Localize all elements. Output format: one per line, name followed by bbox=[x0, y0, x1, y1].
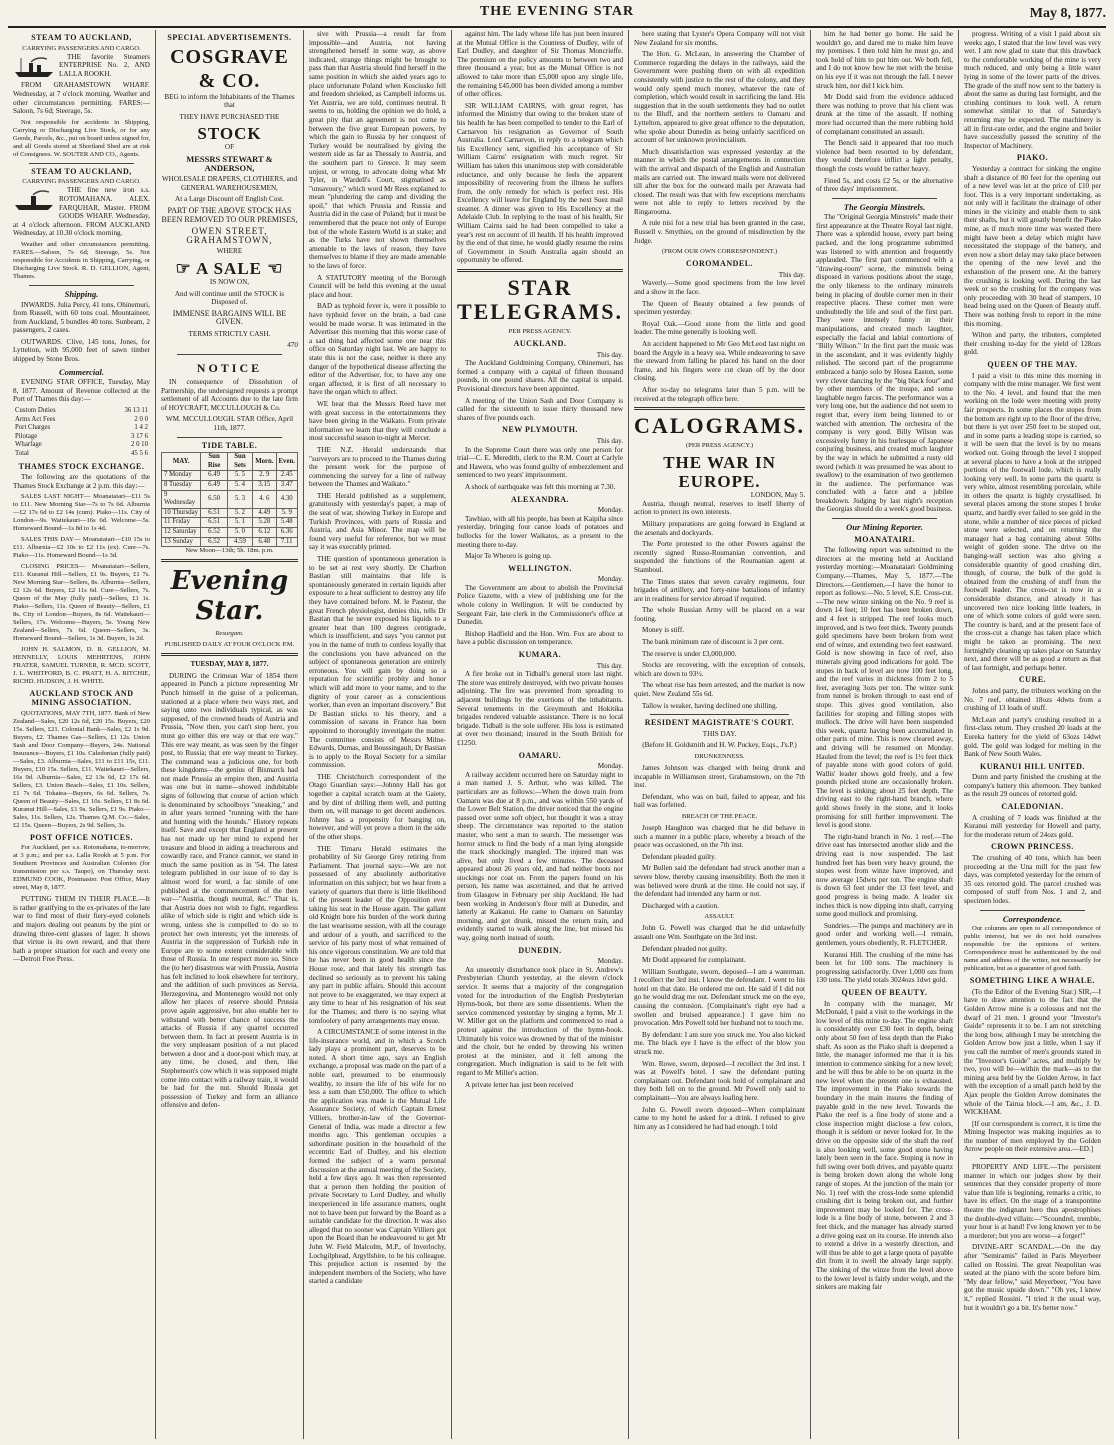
revenue-amount: 2 0 0 bbox=[134, 415, 148, 423]
telegram-text: An unseemly disturbance took place in St. Andrew's Presbyterian Church yesterday, at the eleven o'clock service. It seems that a majority of the congregation voted for the introduction of the English Presbyterian Hymn-book, but there are some dissentients. When the service commenced yesterday by singing a hymn, Mr J. W. Miller got on the platform and commenced to read a protest against the introduction of the hymn-book. Ultimately his voice was drowned by that of the minister and the choir, but he ended by throwing his written protest at the minister, and it fell among the congregation. Much indignation is said to be felt with regard to Mr Miller's action. bbox=[456, 965, 624, 1077]
court-text: Defendant pleaded guilty. bbox=[642, 852, 717, 861]
ad-text: OWEN STREET, GRAHAMSTOWN, bbox=[186, 226, 273, 245]
case-heading: BREACH OF THE PEACE. bbox=[681, 812, 758, 820]
letter-text: (To the Editor of the Evening Star.) SIR,—I have to draw attention to the fact that the Golden Arrow mine is a colossus and not the dwarf of 21 men. I ground your "Investor's Guide" represents it to be. I am not stretching the long bow, although I may be stretching the Golden Arrow bow just a little, when I say if you call the number of men's grounds stated in the "Investor's Guide" acres, and multiply by two, you will be—within the mark—as to the mining area held by the Golden Arrow, in fact with the exception of a small patch held by the Ajax people the Golden Arrow dominates the whole of the Tairua block.—I am, &c., J. D. WICKHAM. bbox=[963, 987, 1101, 1117]
tide-cell: 6.36 bbox=[276, 527, 297, 537]
case-heading: DRUNKENNESS. bbox=[694, 753, 745, 760]
revenue-row bbox=[13, 416, 150, 425]
letter-heading: SOMETHING LIKE A WHALE. bbox=[969, 976, 1096, 986]
court-bench: (Before H. Goldsmith and H. W. Puckey, Esqs., J's.P.) bbox=[642, 741, 797, 750]
mining-report: Wilton and party, the tributers, completed their crushing to-day for the yield of 128ozs gold. bbox=[963, 331, 1101, 357]
telegram-text: A railway accident occurred here on Saturday night to a man named J. S. Arthur, who was killed. The particulars are as follows:—When the down train from Oamaru was due at 8 p.m., and was within 550 yards of the Lower Belt Station, the driver noticed that the engine passed over some soft object, but thought it was a stray sheep. The circumstance was reported to the station master, who sent a man to search. The messenger was horror struck to find the body of a man lying alongside the track shockingly mangled. The injured man was alive, but only lived a few minutes. The deceased appeared about 26 years old, and had neither boots nor stockings nor coat on. From the papers found on his person, his name was ascertained, and that he arrived from Glasgow in February per ship Auckland. He had been working in Anderson's flour mill at Dunedin, and latterly at Kakanui. He came to Oamaru on Saturday morning, and got drunk, missed the return train, and evidently started to walk along the line, but missed his way, going north instead of south. bbox=[456, 770, 624, 943]
tide-cell: 3.47 bbox=[276, 481, 297, 491]
section-heading: POST OFFICE NOTICES. bbox=[30, 832, 133, 842]
mining-report: The following report was submitted to the directors at the meeting held at Auckland yesterday morning:—Moanataiari Goldmining Company.—Thames, May 5, 1877.—The Directors.—Gentlemen,—I have the honor to report as follows:—No. 5 level, S.E. Cross-cut.—The new winze sinking on the No. 9 reef is down 14 feet; 10 feet has been broken down, and 4 feet is stripped. The reef looks much improved, and is two feet thick. Twenty pounds gold specimens have been broken from west end of winze, and extending two feet eastward. Gold is now showing in face of reef, also minerals giving good indications for gold. The stopes in back of level are now 100 feet long, and the reef varies in thickness from 2 to 5 feet, averaging 3ozs per ton. The winze sunk from tunnel is broken through to east end of stope. This gives good ventilation, also facilities for stoping and filling stopes with mullock. The drive will have been suspended this week, quartz having been accumulated in other parts of mine. This is now cleared away, and driving will be resumed on Monday. Hauled from the level; the reef is 1½ feet thick of payable stone with good colors of gold. Wallis' leader shows gold freely, and a few pounds picked stone are occasionally broken. The level is sinking; about 25 feet depth. The driving east to the right-hand branch, where gold shows freely in the stone, and it looks promising for still further improvement. The level is good stone. bbox=[816, 546, 953, 830]
article-text: CLOSING PRICES— Moanataiari—Sellers, £11. Kuranui Hill—Sellers, £1 9s. Buyers, £1 7s. New Morning Star—Sellers, 8s. Alburnia—Sellers, £2 12s 6d. Buyers, £2 11s 6d. Cure—Sellers, 7s. Queen of the May (fully paid)—Sellers, £1 1s. Piako—Sellers, 11s. Queen of Beauty—Sellers, £1 8s. City of London—Buyers, 8s 6d. Waitekauri—Sellers, 17s. Welcome—Buyers, 5s. Young New Zealand—Sellers, 7s 6d. Queen—Sellers, 3s. Homeward Bound—Sellers, 1s 3d. Buyers, 1s 2d. bbox=[13, 563, 150, 643]
ad-text: At a Large Discount off English Cost. bbox=[175, 195, 284, 204]
divider bbox=[177, 354, 282, 355]
correspondence-note: Our columns are open to all correspondence of public interest, but we do not hold ourselves responsible for the opinions of writers. Correspondence must be authenticated by the real name and address of the writer, not necessarily for publication, but as a guarantee of good faith. bbox=[963, 925, 1101, 973]
divider bbox=[457, 269, 623, 272]
dateline-day: This day. bbox=[778, 270, 805, 279]
case-heading: ASSAULT. bbox=[704, 913, 735, 921]
sale-label: A SALE bbox=[196, 258, 262, 278]
revenue-item: Total bbox=[15, 450, 29, 457]
revenue-table bbox=[13, 407, 150, 459]
telegram-text: The Hon. G. McLean, in answering the Chamber of Commerce regarding the delays in the railways, said the Government were pushing them on with all expedition consistently with justice to the rest of the colony, and they would only spend much money, whatever the rate of completion, which would result in sacrificing the land. His suggestion that in the south settlements they had no outlet to the Bluff, and the northern settlers to Oamaru and Lyttelton, appeared to give great offence to the deputation, who spoke about Dunedin as being unfairly sacrificed on account of her unknown provincialism. bbox=[634, 50, 805, 145]
dateline: ALEXANDRA. bbox=[510, 494, 570, 504]
steamer-icon bbox=[13, 188, 55, 212]
tide-row bbox=[161, 490, 297, 508]
divider bbox=[832, 198, 937, 199]
section-heading: The Georgia Minstrels. bbox=[843, 201, 926, 212]
revenue-row bbox=[13, 433, 150, 442]
newspaper-flag: Evening Star. bbox=[170, 566, 289, 627]
tide-cell: 11 Friday bbox=[161, 518, 201, 528]
ad-text: THEY HAVE PURCHASED THE bbox=[179, 112, 280, 121]
telegram-text: Tawhiao, with all his people, has been at Kaipiha since yesterday, bringing four canoe loads of potatoes and bullocks for the lower Waikatos, as a present to the meeting there to-day. bbox=[456, 514, 624, 549]
court-text: Discharged with a caution. bbox=[642, 901, 719, 910]
ad-text: FROM GRAHAMSTOWN WHARF. Wednesday, at 7 o'clock morning. Weather and other circumstances permitting. FARES:—Saloon, 7s 6d; Steerage, 5s. bbox=[13, 81, 150, 116]
court-text: Joseph Haughton was charged that he did behave in such a manner in a public place, whereby a breach of the peace was occasioned, on the 7th inst. bbox=[634, 823, 805, 850]
mining-report: I paid a visit to this mine this morning in company with the mine manager. We first went to the No. 4 level, and found that the men working on the lode were meeting with pretty fair prospects. In some places the stopes from the bottom are right up to the floor of the drive, but there is yet over 250 feet to be stoped out, and in some parts a leading stope is carried, so it will be seen that the level is by no means worked out. Going through the level I stopped at several places to have a look at the stripped portions of the footwall lode, which is really looking very well. In some parts the quartz is very white, almost resembling porcelain, while in others the quartz is highly crystallised. In several places among the stone stopes I broke quartz, and hardly ever failed to see gold in the stone, while a number of nice pieces of picked stone were selected, and on returning the manager had a bag containing about 50lbs weight of golden stone. The drive on the hanging-wall section was also giving a considerable quantity of good crushing dirt, though, of course, the bulk of the gold is obtained from the crushing of stuff from the footwall leader. The cross-cut is now in a considerable distance, and already it has uncovered two nice looking little leaders, in one of which some colors of gold were seen. The country is hard, and at the present face of the cross-cut a change has taken place which might be taken as promising. The next fortnightly cleaning up takes place on Saturday next, and there will be as good a return as that of last fortnight, and perhaps better. bbox=[963, 371, 1101, 672]
telegram-text: A rule nisi for a new trial has been granted in the case, Russell v. Smythies, on the ground of misdirection by the Judge. bbox=[634, 219, 805, 245]
column-1 bbox=[8, 30, 156, 1439]
divider bbox=[29, 285, 134, 286]
agency-note: (PER PRESS AGENCY.) bbox=[685, 442, 754, 450]
cable-text: The whole Russian Army will be placed on a war footing. bbox=[634, 606, 805, 623]
news-paragraph: THE N.Z. Herald understands that "surveyors are to proceed to the Thames during the present week for the purpose of commencing the survey for a line of railway between the Thames and Waikato." bbox=[308, 445, 446, 489]
tide-cell: 5. 3 bbox=[227, 490, 253, 508]
tide-cell: 6.12 bbox=[253, 527, 276, 537]
column-2 bbox=[156, 30, 304, 1439]
dateline-day: Monday. bbox=[597, 957, 624, 966]
ad-text: WHOLESALE DRAPERS, CLOTHIERS, and GENERAL WAREHOUSEMEN, bbox=[161, 175, 298, 192]
tide-cell: 6.52 bbox=[201, 527, 227, 537]
tide-row bbox=[161, 527, 297, 537]
mine-heading: CROWN PRINCESS. bbox=[991, 842, 1074, 852]
tide-column-header: Even. bbox=[276, 453, 297, 471]
ad-text: STOCK bbox=[197, 124, 262, 144]
article-text: For Auckland, per s.s. Rotomahana, to-morrow, at 3 p.m.; and per s.s. Lalla Rookh at 5 p.m. For Southern Provinces and Australian Colonies (for transmission per s.s. Taupo), on Thursday next. EDMUND COOK, Postmaster. Post Office, Mary street, May 8, 1877. bbox=[13, 844, 150, 892]
revenue-item: Port Charges bbox=[15, 424, 51, 432]
tide-column-header: MAY. bbox=[161, 453, 201, 471]
divider bbox=[980, 1158, 1085, 1159]
mine-heading: CURE. bbox=[1018, 675, 1047, 685]
news-paragraph: BAD as typhoid fever is, were it possible to have typhoid fever on the brain, a bad case would be made worse. It was intimated in the Advertiser this morning that this worse case of a sad thing had affected some one near this office on Saturday night last. We are happy to state this is not the case, neither is there any danger of the hypothetical disease affecting the editor of the Advertiser, for, to have any one organ affected, it is first of all necessary to have the organ which to affect. bbox=[308, 302, 446, 397]
cable-text: The wheat rise has been arrested, and the market is now quiet. New Zealand 55s 6d. bbox=[634, 681, 805, 699]
court-text: John G. Powell sworn deposed—When complainant came to my hotel he asked for a drink. I refused to give him any as I considered he had had enough. I told bbox=[634, 1105, 805, 1131]
moon-phase: New Moon—13th; 5h. 18m. p.m. bbox=[185, 547, 274, 555]
tide-row bbox=[161, 481, 297, 491]
cable-text: Money is stiff. bbox=[642, 626, 685, 635]
court-date: THIS DAY. bbox=[702, 729, 737, 738]
tide-cell: 4.59 bbox=[227, 537, 253, 547]
article-text: PUTTING THEM IN THEIR PLACE.—It is rather gratifying to the ex-privates of the late war to find most of their fiery-eyed colonels and majors dealing out peanuts by the pint or drawing three-cent glasses of lager. It shows that virtue is its own reward, and that there hath a proper situation for each and every one—Detroit Free Press. bbox=[13, 895, 150, 964]
tide-cell: 4.30 bbox=[276, 490, 297, 508]
ad-text: IMMENSE BARGAINS WILL BE GIVEN. bbox=[172, 308, 287, 327]
ad-text: PART OF THE ABOVE STOCK HAS BEEN REMOVED TO OUR PREMISES, bbox=[161, 205, 298, 224]
telegram-text: A fire broke out in Tidball's general store last night. The store was entirely destroyed, with two private houses adjoining. The fire was prevented from spreading to adjacent buildings by the exertions of the inhabitants. Several tenements in the Greymouth and Hokitika brigades rendered valuable assistance. There is no local brigade. Tidball is the sole sufferer. His loss is estimated at over two thousand; insured in the South British for £1250. bbox=[456, 670, 624, 747]
section-heading: AUCKLAND STOCK AND MINING ASSOCIATION. bbox=[29, 689, 134, 707]
telegram-text: After to-day no telegrams later than 5 p.m. will be received at the telegraph office here. bbox=[634, 385, 805, 403]
tide-column-header: Sun Rise bbox=[201, 453, 227, 471]
dateline-day: This day. bbox=[596, 350, 624, 359]
article-text: SALES LAST NIGHT— Moanataiari—£11 5s to £11. New Morning Star—7s to 7s 6d. Alburnia—£2 17s 6d to £2 14s (cum). Piako—11s. City of London—9s. Waitekauri—16s 6d. Welcome—5s. Homeward Bound—1s 8d to 1s 4d. bbox=[13, 493, 150, 533]
column-7 bbox=[959, 30, 1106, 1439]
steamer-icon bbox=[13, 55, 55, 79]
dateline: WELLINGTON. bbox=[508, 563, 572, 573]
ad-text: WM. MCCULLOUGH. STAR Office, April 11th, 1877. bbox=[165, 415, 294, 433]
court-text: Wm. Rowe, sworn, deposed—I recollect the 3rd inst. I was at Powell's hotel. I saw the defendant putting complainant out. Defendant took hold of complainant and they both fell on to the ground. Mr Powell only said to complainant—You are always loafing here. bbox=[634, 1059, 805, 1102]
cable-text: Austria, though neutral, reserves to itself liberty of action to protect its own interests. bbox=[634, 499, 805, 517]
news-paragraph: A STATUTORY meeting of the Borough Council will be held this evening at the usual place and hour. bbox=[308, 273, 446, 299]
article-text: OUTWARDS. Clive, 145 tons, Jones, for Lyttelton, with 95,000 feet of sawn timber shipped by Stone Bros. bbox=[13, 337, 150, 364]
column-5 bbox=[629, 30, 811, 1439]
mine-heading: KURANUI HILL UNITED. bbox=[980, 761, 1085, 771]
mining-report: The right-hand branch in No. 1 reef.—The drive east has intersected another slide and the driving east is now suspended. The last hundred feet has been very heavy ground, the stopes west from winze have improved, and now average 15dwts per ton. The engine shaft is down 63 feet under the 13 feet level, and good progress is being made. A leader six inches thick is now dipping into shaft, carrying some good mullock and promising. bbox=[816, 832, 953, 919]
shipping-ad-subheading: CARRYING PASSENGERS AND CARGO. bbox=[22, 178, 141, 186]
miscellany-text: PROPERTY AND LIFE.—The persistent manner in which our judges show by their sentences that they consider property of more value than life is beginning, remarks a critic, to have its effect. On the stage of a transpontine theatre the indignant hero thus apostrophises the double-dyed villain:—"Scoundrel, tremble, your hour is at hand! I've long known yer to be a murderer; but you are worse—a forger!" bbox=[963, 1163, 1101, 1240]
revenue-amount: 3 17 6 bbox=[130, 432, 148, 440]
dateline: OAMARU. bbox=[518, 750, 562, 760]
cable-text: Military preparations are going forward in England at the arsenals and dockyards. bbox=[634, 519, 805, 537]
mine-heading: PIAKO. bbox=[1016, 153, 1049, 163]
section-heading: Correspondence. bbox=[1002, 913, 1063, 924]
ad-text: Not responsible for accidents in Shipping, Carrying or Discharging Live Stock, or for any Goods, Parcels, &c., put on board unless signed for, and all Goods stored at Shortland Shed are at risk of Consignees. W. SOUTER AND CO., Agents. bbox=[13, 118, 150, 158]
cable-text: The bank minimum rate of discount is 3 per cent. bbox=[642, 638, 784, 647]
dateline: AUCKLAND. bbox=[513, 339, 567, 349]
ad-text: Weather and other circumstances permitting. FARES.—Saloon, 7s 6d; Steerage, 5s. Not responsible for Accidents in Shipping, Carrying, or Discharging Live Stock. R. D. GELLION, Agent, Thames. bbox=[13, 240, 150, 280]
news-paragraph: SIR WILLIAM CAIRNS, with great regret, has informed the Ministry that owing to the broken state of his health he has been compelled to tender to the Earl of Carnarvon his resignation as Governor of South Australia. Lord Carnarvon, in reply to a telegram which his Excellency sent, signified his acceptance of Sir William Cairns' resignation with much regret. Sir William has taken this unanimous step with considerable reluctance, and only because he feels the apparent impossibility of recovering from the illness he suffers from, the only remedy for which is perfect rest. His Excellency will leave for England by the next Suez mail steamer. A dinner was given to His Excellency at the Adelaide Club. In replying to the toast of his health, Sir William Cairns said he had been compelled to take a year's rest on account of ill health. If his health improved by the end of that time, he would gladly resume the reins of Government in South Australia again should an opportunity be offered. bbox=[456, 101, 624, 265]
revenue-row bbox=[13, 407, 150, 416]
news-paragraph: THE Christchurch correspondent of the Otago Guardian says:—Johnny Hall has got together a capital scratch team at the Gaiety, and by dint of drilling them well, and putting them on, will manage to get decent audiences. Johnny has a propensity for banging on, however, and will yet prove a thorn in the side of the other shops. bbox=[308, 772, 446, 842]
divider bbox=[161, 653, 298, 656]
telegram-text: Waverly.—Some good specimens from the low level and a show in the face. bbox=[634, 279, 805, 297]
sale-heading bbox=[161, 259, 298, 278]
revenue-item: Arms Act Fees bbox=[15, 415, 56, 423]
cable-text: Tallow is weaker, having declined one shilling. bbox=[642, 701, 778, 710]
tide-cell: 5. 9 bbox=[276, 508, 297, 518]
court-text: Fined 5s, and costs £2 5s, or the alternative of three days' imprisonment. bbox=[816, 176, 953, 194]
tide-column-header: Morn. bbox=[253, 453, 276, 471]
telegram-text: The Government are about to abolish the Provincial Police Gazette, with a view of publishing one for the whole colony in Wellington. It will be conducted by Sergeant Fair, late clerk in the Commissioner's office at Dunedin. bbox=[456, 583, 624, 627]
mining-report: Johns and party, the tributers working on the No. 7 reef, obtained 18ozs 4dwts from a crushing of 13 loads of stuff. bbox=[963, 686, 1101, 713]
telegram-text: A private letter has just been received bbox=[464, 1080, 574, 1089]
section-heading: Shipping. bbox=[64, 288, 99, 299]
tide-row bbox=[161, 508, 297, 518]
section-heading: RESIDENT MAGISTRATE'S COURT. bbox=[644, 718, 795, 728]
notice-heading: NOTICE bbox=[196, 361, 263, 376]
news-paragraph: THE Timaru Herald estimates the probability of Sir George Grey retiring from Parliament. That journal says:—We are not possessed of any absolutely authoritative information on this subject; but we hear from a variety of quarters that there is little likelihood of the present leader of the Opposition ever taking his seat in the House again. The gallant old Knight bore his burden of the work during the last wearisome session, with all the courage and ardour of a youth, and sacrificed to the service of his party most of what remained of his once vigorous constitution. We are told that he has never been in good health since the House rose, and that lately his strength has declined so seriously as to prevent his taking any part in public affairs. Should this account not prove to be exaggerated, we may expect at any time to hear of his resignation of his seat for the Thames; and there is no saying what tomfoolery of party arrangements may ensue. bbox=[308, 844, 446, 1025]
article-text: INWARDS. Julia Percy, 41 tons, Ohinemuri, from Russell, with 60 tons coal. Mountaineer, from Auckland, 5 bundles 40 tons. Sunbeam, 2 passengers, 2 cases. bbox=[13, 300, 150, 335]
mining-report: progress. Writing of a visit I paid about six weeks ago, I stated that the low level was very wet. I am now glad to state that this drawback to the comfortable working of the mine is very much reduced, and only being a little water lying in some of the lower parts of the drives. The grade of the stuff now sent to the battery is about the same as during last fortnight, and the crushing continues to look well. A return somewhat similar to that of Saturday's returning may be expected. The machinery is all in first-rate order, and the engine and boiler have successfully passed the scrutiny of the Inspector of Machinery. bbox=[963, 30, 1101, 150]
telegram-text: The Auckland Goldmining Company, Ohinemuri, has formed a company with a capital of fifteen thousand pounds, in one pound shares. All the capital is unpaid. Provisional directors have been appointed. bbox=[456, 359, 624, 393]
news-paragraph: THE question of spontaneous generation is to be set at rest very shortly. Dr Charlton Bastian still maintains that life is spontaneously generated in certain liquids after exposure to a heat sufficient to destroy any life they have contained before. M. le Pasteur, the great French physiologist, denies this, tells Dr Bastian that he never exposed his liquids to a greater heat than 100 degrees centigrade, which is insufficient, and says "you cannot put you in the name of truth to confess loyally that the conclusions you have advanced on the subject of spontaneous generation are entirely erroneous. You will gain by doing so a reputation for scientific probity and honor which will add more to your name, and to the dignity of your career as a conscientious worker, than even an important discovery." But Dr Bastian sticks to his theory, and a commission of savans in France has been appointed to thoroughly investigate the matter. The committee consists of Messrs Milne-Edwards, Dumas, and Boussingault, Dr Bastian is to apply to the Royal Society for a similar commission. bbox=[308, 555, 446, 770]
dateline-day: This day. bbox=[596, 661, 624, 670]
dateline-day: Monday. bbox=[597, 575, 624, 584]
mining-report: Sundries.—The pumps and machinery are in good order and working well.—I remain, gentlemen, yours obediently, R. FLETCHER. bbox=[816, 921, 953, 947]
telegram-text: A shock of earthquake was felt this morning at 7.30. bbox=[464, 482, 616, 491]
ad-text: And will continue until the STOCK is Disposed of. bbox=[174, 289, 285, 307]
telegram-text: here stating that Lyster's Opera Company will not visit New Zealand for six months. bbox=[634, 30, 805, 47]
masthead-date: May 8, 1877. bbox=[1029, 6, 1106, 21]
divider bbox=[177, 437, 282, 438]
revenue-item: Wharfage bbox=[15, 441, 42, 449]
mine-heading: CALEDONIAN. bbox=[1001, 802, 1064, 812]
mining-report: In company with the manager, Mr McDonald, I paid a visit to the workings in the low level of this mine to-day. The engine shaft is considerably over £30 feet in depth, being only about 50 feet of less depth than the Piako shaft. As soon as the Piako shaft is deepened a little, the manager informed me that it is his intention to commence sinking for a new level; and he will thus be able to be on quartz in the new level when the present one is exhausted. The improvement in the Piako towards the boundary in the main insures the finding of payable gold in the new level. Towards the Piako the reef is a fine body of stone and a close inspection might disclose a few colors, though it is seldom or never looked for. In the drive on the opposite side of the shaft the reef is also looking well, some good stone having lately been seen in the face. Stoping is now in full swing over both drives, and payable quartz is being broken down along the whole long range of stopes. At the junction of the main (or No. 1) reef with the cross-lode some splendid crushing dirt is being broken out, and further improvement may be looked for. The cross-lode is a fine body of stone, between 2 and 3 feet thick, and the manager has already started a drive going east on its course. He intends also to extend a drive in a westerly direction, and will thus be able to get a large quota of payable dirt from it to swell the already large supply. The sinking of the winze from the level above to the lower level is fairly under weigh, and the sinkers are making fair bbox=[816, 999, 953, 1292]
tide-cell: 2.45 bbox=[276, 471, 297, 481]
correspondent-note: (FROM OUR OWN CORRESPONDENT.) bbox=[661, 248, 778, 256]
section-heading: Our Mining Reporter. bbox=[846, 522, 923, 533]
publication-note: PUBLISHED DAILY AT FOUR O'CLOCK P.M. bbox=[164, 641, 295, 649]
mine-heading: MOANATAIRI. bbox=[854, 534, 915, 544]
tide-cell: 6.51 bbox=[201, 508, 227, 518]
tide-row bbox=[161, 537, 297, 547]
divider bbox=[650, 714, 789, 715]
court-text: Mr Dodd said from the evidence adduced there was nothing to prove that his client was drunk at the time of the assault. If nothing more had occurred than the mere rubbing hold of complainant constituted an assault. bbox=[816, 93, 953, 136]
news-paragraph: WE hear that the Messrs Reed have met with great success in the entertainments they have been giving in the Waikato. From private information we learn that they will conclude a most successful season to-night at Mercer. bbox=[308, 399, 446, 443]
revenue-row bbox=[13, 441, 150, 450]
ad-text: BEG to inform the Inhabitants of the Thames that bbox=[164, 92, 295, 110]
mine-heading: QUEEN OF THE MAY. bbox=[987, 359, 1078, 369]
cable-text: The reserve is under £3,000,000. bbox=[642, 649, 737, 658]
dateline-day: Monday. bbox=[597, 762, 624, 771]
tide-cell: 5. 2 bbox=[227, 508, 253, 518]
column-4 bbox=[452, 30, 629, 1439]
divider bbox=[832, 518, 937, 519]
revenue-item: Pilotage bbox=[15, 432, 38, 440]
section-heading: SPECIAL ADVERTISEMENTS. bbox=[167, 33, 292, 42]
telegram-text: Royal Oak.—Good stone from the little and good leader. The mine generally is looking well. bbox=[634, 319, 805, 337]
editorial-date: TUESDAY, MAY 8, 1877. bbox=[190, 660, 269, 669]
war-heading: THE WAR IN EUROPE. bbox=[663, 453, 776, 492]
telegram-text: Bishop Hadfield and the Hon. Wm. Fox are about to have a public discussion on temperance. bbox=[456, 629, 624, 647]
miscellany-text: DIVINE-ART SCANDAL.—On the day after "Semiramis" failed in Paris Meyerbeer called on Rossini. The great Neapolitan was seated at the piano with the score before him. "My dear fellow," said Meyerbeer, "You have got the music upside down." "Oh yes, I know it," replied Rossini. "I tried it the usual way, but it wouldn't go a bit. It's better now." bbox=[963, 1243, 1101, 1312]
mining-report: McLean and party's crushing resulted in a first-class return. They crushed 20 loads at the Eureka battery for the yield of 63ozs 14dwt gold. The gold was lodged for melting in the Bank of New South Wales. bbox=[963, 715, 1101, 759]
mining-report: Yesterday a contract for sinking the engine shaft a distance of 80 feet for the opening out of a new level was let at the price of £10 per foot. This is a very important undertaking, as not only will it facilitate the drainage of other mines in the vicinity and enable them to sink their shafts, but it will greatly benefit the Piako mine, as if much more time was wasted there might have been a delay which might have necessitated the stoppage of the battery, and even now a short delay may take place between the opening of the new level and the exhaustion of the present one. At the battery the crushing is looking well. During the last week or so the crushing for the company was only proceeding with 30 head of stampers, 10 head being used on the Queen of Beauty stuff. There was nothing fresh to report in the mine this morning. bbox=[963, 164, 1101, 328]
tide-cell: 5. 0 bbox=[227, 527, 253, 537]
article-text: EVENING STAR OFFICE, Tuesday, May 8, 1877. Amount of Revenue collected at the Port of Thames this day:— bbox=[13, 378, 150, 404]
cable-text: Stocks are recovering, with the exception of consols, which are down to 93½. bbox=[634, 661, 805, 678]
dateline: KUMARA. bbox=[518, 650, 562, 660]
court-text: Mr Bullen said the defendant had struck another man a severe blow, thereby causing insensibility. Both the men it was believed were drunk at the time. He could not say, if the defendant had intended any harm or not. bbox=[634, 864, 805, 899]
shipping-ad-heading: STEAM TO AUCKLAND, bbox=[31, 166, 132, 176]
shipping-ad-heading: STEAM TO AUCKLAND, bbox=[31, 33, 132, 42]
tide-cell: 6.48 bbox=[253, 537, 276, 547]
revenue-item: Custom Duties bbox=[15, 407, 56, 415]
tide-cell: 7.11 bbox=[276, 537, 297, 547]
tide-table-title: TIDE TABLE. bbox=[201, 440, 258, 450]
court-text: By defendant: I am sure you struck me. You also kicked me. The black eye I have is the effect of the blow you struck me. bbox=[634, 1030, 805, 1057]
tide-cell: 6.49 bbox=[201, 481, 227, 491]
review-text: The "Original Georgia Minstrels" made their first appearance at the Theatre Royal last night. There was a splendid house, every part being packed, and the long programme submitted was listened to with attention and frequently applauded. The first part commenced with a "drawing-room" scene, the minstrels being disposed in various positions about the stage, the only likeness to the ordinary minstrels being in placing of double corner men in their respective places. These corner men were undoubtedly the life and soul of the first part. They were intensely funny in their manipulations, and created much laughter, especially the facial and labial contortions of "Billy Wilson." In the first part the music was in the ascendant, and it was evidently highly relished. The second part of the programme embraced a banjo solo by Hosea Easton, some very clever dancing by the "big black four" and by other members of the troupe, and some laughable negro farces. The performance was a very long one, but the audience did not seem to regret that, every item being listened to or watched with attention. The orchestra of the company is very good. Billy Wilson was excessively funny in his burlesque of Japanese conjuring business, and created much laughter by the way in which he submitted a rusty old sword (which it was presumed he was about to swallow) to the examination of two gentlemen in the audience. The performance was concluded with a farce and a jubilee breakdown. Judging by last night's reception the Georgias should do a week's good business. bbox=[816, 213, 953, 514]
editorial-text: sive with Prussia—a result far from impossible—and Austria, not having strengthened herself in some way, as above indicated, strange things might be brought to pass than that Austria should find herself in the same position in which she aided years ago to place unfortunate Poland when Kosciusko fell and freedom shrieked, as Campbell informs us. Yet Austria, we are told, continues neutral. It seems to us, holding the opinion we do hold, a great pity that an agreement is not come to between the five great European powers, by which the gain to Russia by her conquest of Turkey would be neutralised by giving the western side as far as Thessaly to Austria, and the southern part to Greece. It may seem unjust, or wrong, to advocate doing what Mr Tyler, in Wardell's Court, stigmatised as "unsavoury," which word Mr Rees explained to mean "plundering the camp and dividing the spoil," that which Prussia and Russia and Austria did in the case of Poland; but it must be remembered that the peace not only of Europe but of the whole Eastern World is at stake; and as the Turks have not shown themselves amenable to the laws of reason, they have themselves to blame if they are made amenable to the laws of force. bbox=[308, 30, 446, 271]
divider bbox=[980, 910, 1085, 911]
column-3 bbox=[304, 30, 452, 1439]
tide-cell: 5. 4 bbox=[227, 481, 253, 491]
masthead-title: THE EVENING STAR bbox=[479, 4, 635, 19]
cable-text: The Times states that seven cavalry regiments, four brigades of artillery, and forty-nine battalions of infantry are in readiness for service abroad if required. bbox=[634, 577, 805, 603]
tide-cell: 4.49 bbox=[253, 508, 276, 518]
tide-cell: 6.49 bbox=[201, 471, 227, 481]
shipping-ad-subheading: CARRYING PASSENGERS AND CARGO. bbox=[22, 44, 141, 52]
tide-cell: 3.15 bbox=[253, 481, 276, 491]
court-text: John G. Powell was charged that he did unlawfully assault one Wm. Southgate on the 3rd inst. bbox=[634, 924, 805, 941]
section-heading: Commercial. bbox=[58, 366, 105, 377]
editorial-text: DURING the Crimean War of 1854 there appeared in Punch a picture representing Mr Punch himself in the guise of a policeman, stationed at a place where two ways met, and saying unto two individuals typical, as was supposed, of the crowned heads of Austria and Prussia, "Now then, you can't stop here, you must go either this ere way or that ere way." This ere way meant, as was seen by the finger post, to Russia; that ere way meant to Turkey. The command was a judicious one, for both these kingdoms—the genius of Bismarck had not made Prussia an empire then, and Austria was one but in name—showed indubitable signs of following that course of action which is denominated by schoolboys "sneaking," and in after years termed "running with the hare and hunting with the hounds." History repeats itself. Save and except that England at present has not made up her mind to expend her treasure and blood in aiding a treacherous and cowardly race, and France cannot, we stand in much the same position as in '54. The latest telegram published in our issue of to day is almost word for word, a fac simile of one published at the commencement of the then war—"Austria, though neutral, &c." That is, that Austria does not wish to fight, regardless alike of which side is right and which side is wrong, unless she is compelled to do so to protect her own interests; yet the interests of Austria in the suppression of Turkish rule in Europe are to some extent considerable with those of Russia. In one respect more so. Since the (to her) disastrous war with Prussia, Austria has felt inclined to look elsewhere for territory, and the addition of such provinces as Servia, Herzegovina, and Montenegro would not only allow her places of reserve should Prussia prove again aggressive, but also enable her to withstand with better chance of success the attacks of Russia if any quarrel occurred between them. In fact at present Austria is in the very unpleasant position of a nut placed between a door and a door-post which may, at any time, be closed, and then, like Stephenson's cow which it was supposed might come into contact with a railway train, it would be bad for the nut. Should Russia get possession of Turkey and form an alliance offensive and defen- bbox=[160, 671, 298, 1110]
dateline: COROMANDEL. bbox=[685, 259, 754, 269]
mining-report: Kuranui Hill. The crushing of the mine has been let for 100 tons. The machinery is progressing satisfactorily. Over 1,000 ozs from 130 tons. The yield totals 3024ozs 1dwt gold. bbox=[816, 950, 953, 985]
revenue-amount: 36 13 11 bbox=[124, 407, 148, 415]
firm-name: COSGRAVE & CO. bbox=[170, 45, 289, 92]
tide-row bbox=[161, 518, 297, 528]
court-text: William Southgate, sworn, deposed—I am a waterman. I recollect the 3rd inst. I know the defendant. I went to his hotel on that date. He ordered me out. He said if I did not go he would drag me out. Defendant struck me on the eye, causing the contusion. [Complainant's right eye had a swollen and bruised appearance.] I gave him no provocation. Mrs Powell told her husband not to touch me. bbox=[634, 967, 805, 1028]
motto: Resurgam. bbox=[215, 630, 244, 638]
revenue-amount: 2 0 10 bbox=[130, 441, 148, 449]
ad-text: THE fine new iron s.s. ROTOMAHANA. ALEX. FARQUHAR, Master. FROM GOODS WHARF. Wednesday, at 4 o'clock afternoon. FROM AUCKLAND Wednesday, at 10.30 o'clock morning. bbox=[13, 186, 150, 238]
revenue-amount: 45 5 6 bbox=[130, 450, 148, 457]
tide-cell: 6.51 bbox=[201, 518, 227, 528]
telegram-text: The Queen of Beauty obtained a few pounds of specimen yesterday. bbox=[634, 299, 805, 317]
revenue-row bbox=[13, 450, 150, 459]
ad-text: TERMS STRICTLY CASH. bbox=[188, 329, 271, 338]
divider bbox=[634, 407, 805, 410]
tide-cell: 5. 1 bbox=[227, 518, 253, 528]
dateline-day: Monday. bbox=[597, 506, 624, 515]
dateline: NEW PLYMOUTH. bbox=[502, 425, 578, 435]
court-text: The Bench said it appeared that too much violence had been resorted to by defendant, they would therefore inflict a light penalty, though the costs would be rather heavy. bbox=[816, 139, 953, 173]
mine-heading: QUEEN OF BEAUTY. bbox=[841, 987, 928, 997]
telegrams-banner: STAR TELEGRAMS. bbox=[456, 275, 624, 325]
agency-note: PER PRESS AGENCY. bbox=[508, 328, 572, 336]
tide-cell: 5.48 bbox=[276, 518, 297, 528]
masthead bbox=[8, 4, 1106, 28]
dateline-day: This day. bbox=[596, 436, 624, 445]
news-paragraph: against him. The lady whose life has just been insured at the Mutual Office is the Countess of Dudley, wife of Earl Dudley, and daughter of Sir Thomas Moncrieffe. The premium on the policy amounts to between two and three thousand a year, but as the Mutual Office is not allowed to take more than £5,000 upon any single life, the remaining £45,000 has been divided among a number of other offices. bbox=[456, 30, 624, 99]
news-paragraph: THE Herald published as a supplement, gratuitously with yesterday's paper, a map of the seat of war, showing Turkey in Europe and Turkish Provinces, with parts of Russia and Austria, and Asia Minor. The map will be found very useful for reference, but we must say it was execrably printed. bbox=[308, 491, 446, 552]
section-heading: THAMES STOCK EXCHANGE. bbox=[18, 461, 145, 471]
divider bbox=[29, 163, 134, 164]
cable-text: The Porte protested to the other Powers against the recently signed Russo-Roumanian convention, and suspended the functions of the Roumanian agent at Stamboul. bbox=[634, 540, 805, 574]
court-text: Mr Dodd appeared for complainant. bbox=[642, 956, 746, 965]
revenue-amount: 1 4 2 bbox=[134, 424, 148, 432]
news-paragraph: A CIRCUMSTANCE of some interest in the life-insurance world, and in which a Scotch lady plays a prominent part, deserves to be noted. A short time ago, says an English exchange, a proposal was made on the part of a noble earl, presumed to be enormously wealthy, to insure the life of his wife for no less a sum than £50,000. The office to which the application was made is the Mutual Life Assurance Society, of which Captain Ernest Villiers, brother-in-law of the Governor-General of India, was made a director a few months ago. This gentleman occupies a subordinate position in the household of the eccentric Earl of Dudley, and his election formed the subject of a warm personal discussion at the annual meeting of the Society, held a few days ago. It was then represented that a person then holding the position of private Secretary to Lord Dudley, and wholly inexperienced in life assurance matters, ought not to have been put forward by the Board as a suitable candidate for the direction. It was also alleged that no sooner was Captain Villiers got upon the Board than he endeavoured to get Mr John W. Field Malcolm, M.P., of Inverlochy, Lochgilphead, Argyllshire, to be his colleague. This prejudice action is resented by the independent members of the Society, who have started a candidate bbox=[308, 1028, 446, 1286]
pointing-hand-icon: ☜ bbox=[267, 258, 284, 278]
tide-cell: 5. 5 bbox=[227, 471, 253, 481]
broker-list: JOHN H. SALMON, D. R. GELLION, M. HENNELLY, LOUIS MEHRTENS, JOHN FRATER, SAMUEL TURNER, R. MCD. SCOTT, J. L. WHITFORD, B. C. PRATT, H. A. RITCHIE, RICHD. HUDSON, J. H. WHITE. bbox=[13, 646, 150, 686]
mining-report: Dunn and party finished the crushing at the company's battery this afternoon. They banked as the result 29 ounces of retorted gold. bbox=[963, 773, 1101, 799]
pointing-hand-icon: ☞ bbox=[175, 258, 192, 278]
tide-cell: 8 Tuesday bbox=[161, 481, 201, 491]
ad-text: IS NOW ON, bbox=[209, 277, 250, 286]
divider bbox=[161, 559, 298, 562]
court-text: Defendant, who was on bail, failed to appear, and his bail was forfeited. bbox=[634, 792, 805, 810]
column-6 bbox=[811, 30, 959, 1439]
tide-cell: 5.28 bbox=[253, 518, 276, 528]
tide-cell: 4. 6 bbox=[253, 490, 276, 508]
tide-row bbox=[161, 471, 297, 481]
revenue-row bbox=[13, 424, 150, 433]
mining-report: The crushing of 40 tons, which has been proceeding at the Una mill for the past few days, was completed yesterday for the return of 35 ozs retorted gold. The parcel crushed was composed of stuff from Nos. 1 and 2, and specimen lodes. bbox=[963, 854, 1101, 905]
tide-cell: 9 Wednesday bbox=[161, 490, 201, 508]
ad-text: IN consequence of Dissolution of Partnership, the undersigned requests a prompt settlement of all Accounts due to the late firm of HOYCRAFT, MCCULLOUGH & Co. bbox=[160, 378, 298, 412]
article-text: SALES THIS DAY— Moanataiari—£10 15s to £11. Alburnia—£2 10s to £2 11s (ex). Cure—7s. Piako—11s. Homeward Bound—1s 3d. bbox=[13, 536, 150, 560]
telegram-text: Major Te Wheoro is going up. bbox=[464, 552, 552, 561]
ad-text: THE favorite Steamers ENTERPRISE No. 2, AND LALLA ROOKH. bbox=[59, 52, 150, 78]
tide-cell: 7 Monday bbox=[161, 471, 201, 481]
letter-text: [If our correspondent is correct, it is time the Mining Inspector was making inquiries as to the number of men employed by the Golden Arrow people on their extensive area.—ED.] bbox=[963, 1119, 1101, 1154]
telegram-text: In the Supreme Court there was only one person for trial—C. E. Meredith, clerk to the R.M. Court at Carlyle and Hawera, who was found guilty of embezzlement and sentenced to two years' imprisonment. bbox=[456, 445, 624, 480]
ad-text: MESSRS STEWART & ANDERSON, bbox=[186, 153, 273, 173]
ad-number: 470 bbox=[287, 341, 298, 350]
dateline-day: LONDON, May 5. bbox=[750, 491, 805, 500]
tide-cell: 6.50 bbox=[201, 490, 227, 508]
ad-text: OF bbox=[224, 143, 235, 152]
tide-table bbox=[161, 452, 298, 547]
telegram-text: Much dissatisfaction was expressed yesterday at the manner in which the postal arrangements in connection with the arrival and dispatch of the English and Australian mails are carried out. The inward mails were not delivered till after the box for the outward mails per Arawata had closed. The result was that with few exceptions merchants were not able to reply to letters received by the Ringarooma. bbox=[634, 147, 805, 216]
tide-cell: 13 Sunday bbox=[161, 537, 201, 547]
telegram-text: An accident happened to Mr Geo McLeod last night on board the Argyle in a heavy sea. While endeavoring to save the steward from falling he placed his hand on the door frame, and his fingers were cut clean off by the door closing. bbox=[634, 340, 805, 383]
article-text: The following are the quotations of the Thames Stock Exchange at 2 p.m. this day:— bbox=[13, 473, 150, 490]
court-text: James Johnson was charged with being drunk and incapable in Williamson street, Grahamstown, on the 7th inst. bbox=[634, 764, 805, 790]
tide-column-header: Sun Sets bbox=[227, 453, 253, 471]
dateline: DUNEDIN. bbox=[518, 945, 562, 955]
tide-cell: 10 Thursday bbox=[161, 508, 201, 518]
telegram-text: A meeting of the Union Sash and Door Company is called for the sixteenth to issue thirty thousand new shares of five pounds each. bbox=[456, 396, 624, 422]
ad-text: WHERE bbox=[216, 247, 243, 256]
tide-cell: 2. 9 bbox=[253, 471, 276, 481]
court-text: him he had better go home. He said he wouldn't go, and dared me to make him leave my premises. I then told him he must go, and took hold of him to put him out. We both fell, and I do not know how he met with the bruise on his eye if it was not through the fall. I never struck him, nor did I kick him. bbox=[816, 30, 953, 90]
columns bbox=[8, 30, 1106, 1439]
tide-cell: 6.52 bbox=[201, 537, 227, 547]
calograms-banner: CALOGRAMS. bbox=[634, 413, 805, 439]
tide-cell: 12 Saturday bbox=[161, 527, 201, 537]
court-text: Defendant pleaded not guilty. bbox=[642, 944, 728, 953]
mining-report: A crushing of 7 loads was finished at the Kuranui mill yesterday for Howell and party, for the moderate return of 24ozs gold. bbox=[963, 813, 1101, 839]
article-text: QUOTATIONS, MAY 7TH, 1877. Bank of New Zealand—Sales, £20 12s 6d, £20 15s. Buyers, £20 15s. Sellers, £21. Colonial Bank—Sales, £2 1s 9d. Buyers, £2. Thames Gas—Sellers, £1 12s. Union Sash and Door Company—Buyers, 24s. National Insurance—Buyers, £1 10s. Caledonian (fully paid)—Sales, £3. Alburnia—Sales, £11 to £11 15s, £11. Buyers, £10 15s. Sellers, £11. Waitekauri—Sellers, 16s 9d. Alburnia—Sales, £2 13s 6d, £2 17s 6d. Sellers, £3. Union Beach—Sales, £1 10s. Sellers, £1 7s 6d. Tokatea—Buyers, 6s 6d. Sellers, 7s. Queen of Beauty—Sales, £1 10s. Sellers, £1 8s 6d. Kuranui Hill—Sales, £1 9s. Sellers, £1 9s. Piako—Sales, 11s. Sellers, 12s. Thames Q.M. Co.—Sales, £2 15s. Queen—Buyers, 2s 9d. Sellers, 3s. bbox=[13, 709, 150, 829]
